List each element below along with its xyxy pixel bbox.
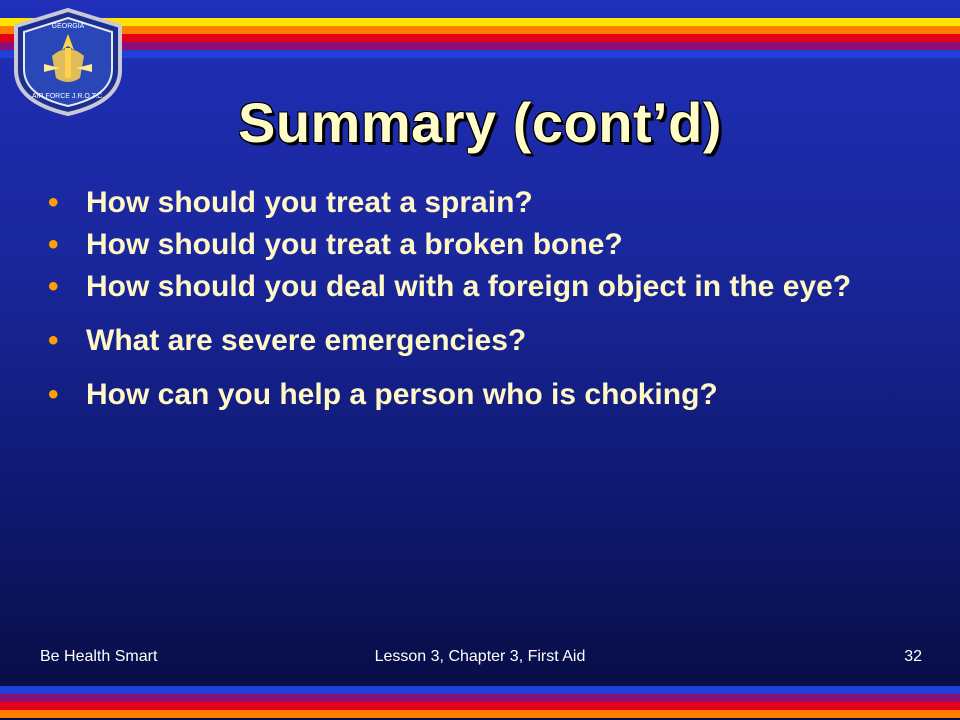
bullet-dot-icon: •	[48, 228, 59, 261]
bullet-text: What are severe emergencies?	[86, 324, 527, 357]
footer-page-number: 32	[904, 648, 922, 665]
bullet-dot-icon: •	[48, 270, 59, 303]
bullet-dot-icon: •	[48, 378, 59, 411]
bullet-item	[48, 378, 928, 412]
bullet-item	[48, 228, 928, 262]
footer-course-title: Be Health Smart	[40, 648, 158, 665]
bullet-item	[48, 186, 928, 220]
bullet-text: How should you deal with a foreign object in the eye?	[86, 270, 852, 303]
bullet-item	[48, 270, 928, 304]
logo-top-text: GEORGIA	[51, 23, 85, 30]
bullet-item	[48, 324, 928, 358]
bullet-list	[48, 186, 928, 412]
bullet-dot-icon: •	[48, 186, 59, 219]
bullet-text: How can you help a person who is choking?	[86, 378, 718, 411]
top-decorative-stripes	[0, 18, 960, 58]
logo-bottom-text: AIR FORCE J.R.O.T.C.	[31, 93, 105, 100]
bullet-text: How should you treat a broken bone?	[86, 228, 623, 261]
footer-lesson-title: Lesson 3, Chapter 3, First Aid	[374, 648, 586, 665]
slide-title: Summary (cont’d)	[237, 91, 723, 154]
bullet-dot-icon: •	[48, 324, 59, 357]
bullet-text: How should you treat a sprain?	[86, 186, 533, 219]
bottom-decorative-stripes	[0, 686, 960, 718]
air-force-jrotc-shield-icon	[8, 6, 128, 118]
